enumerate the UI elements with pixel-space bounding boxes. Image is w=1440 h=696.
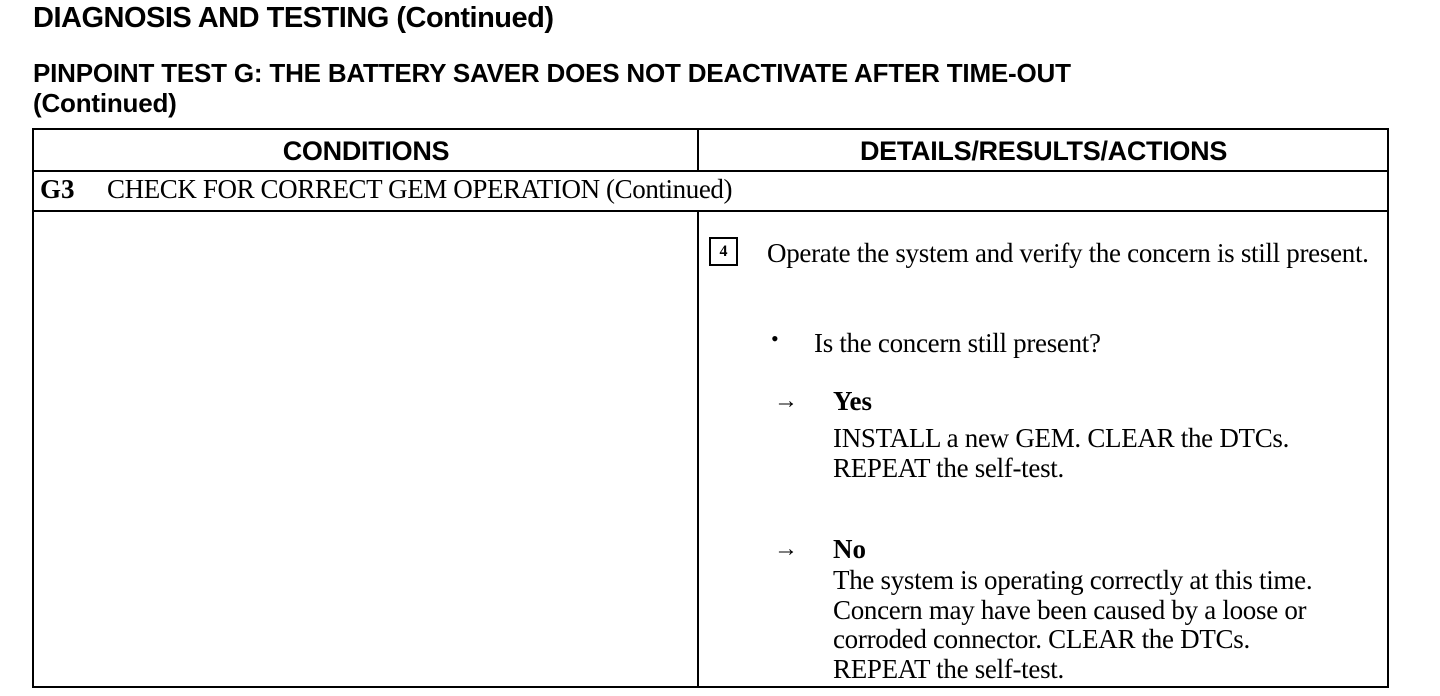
- column-divider: [697, 130, 699, 172]
- answer-no-action-line: The system is operating correctly at this time.: [833, 565, 1313, 595]
- page-title: DIAGNOSIS AND TESTING (Continued): [33, 2, 554, 34]
- answer-yes-action-line: REPEAT the self-test.: [833, 452, 1064, 483]
- answer-no-action-line: REPEAT the self-test.: [833, 653, 1064, 684]
- arrow-right-icon: →: [774, 536, 798, 562]
- answer-no-action-line: Concern may have been caused by a loose or: [833, 594, 1307, 625]
- answer-yes-action: [833, 424, 1289, 483]
- column-divider: [697, 210, 699, 686]
- diagnostic-question: Is the concern still present?: [814, 328, 1101, 358]
- answer-no-label: No: [833, 534, 866, 564]
- arrow-right-icon: →: [774, 388, 798, 414]
- substep-number-box: 4: [709, 237, 738, 266]
- substep-instruction: Operate the system and verify the concern is still present.: [767, 238, 1369, 268]
- answer-no-action-line: corroded connector. CLEAR the DTCs.: [833, 624, 1250, 654]
- answer-yes-label: Yes: [833, 386, 872, 416]
- step-id: G3: [40, 174, 75, 204]
- conditions-column-header: CONDITIONS: [282, 136, 450, 166]
- bullet-icon: •: [771, 326, 779, 351]
- pinpoint-test-title-line: PINPOINT TEST G: THE BATTERY SAVER DOES NOT DEACTIVATE AFTER TIME-OUT: [33, 58, 1071, 88]
- pinpoint-test-title: [33, 58, 1071, 118]
- answer-yes-action-line: INSTALL a new GEM. CLEAR the DTCs.: [833, 423, 1290, 453]
- diagnostic-table: [32, 128, 1389, 688]
- step-title: CHECK FOR CORRECT GEM OPERATION (Continued): [107, 174, 733, 204]
- answer-no-action: [833, 566, 1312, 684]
- table-header-row: [34, 130, 1387, 172]
- details-column-header: DETAILS/RESULTS/ACTIONS: [859, 136, 1228, 166]
- step-title-row: [34, 170, 1387, 212]
- pinpoint-test-title-line: (Continued): [33, 88, 177, 118]
